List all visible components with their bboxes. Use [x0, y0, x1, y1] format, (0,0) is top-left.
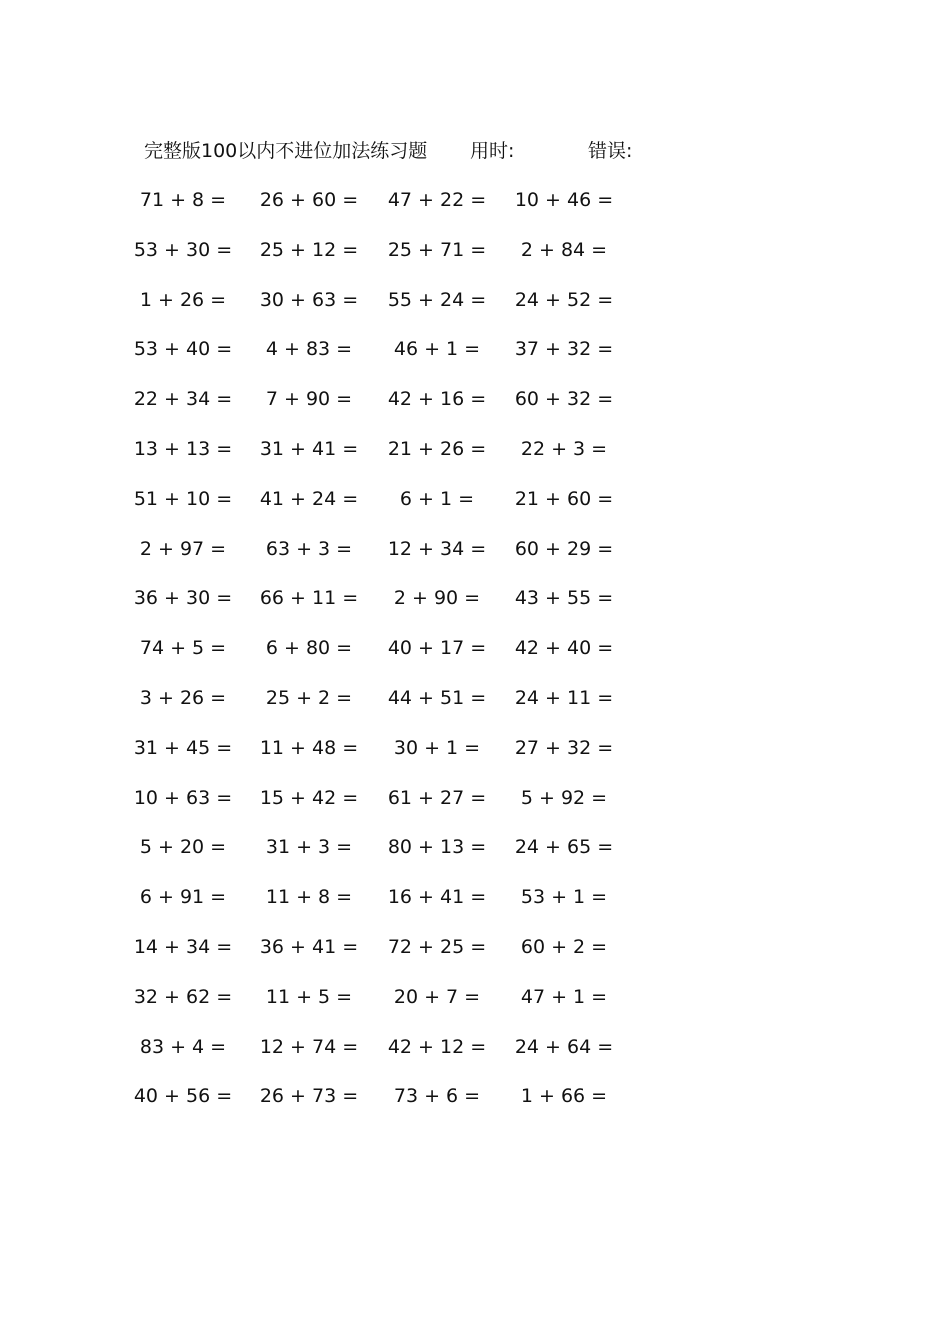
problem-item: 43 + 55 =	[514, 587, 614, 610]
problem-item: 15 + 42 =	[259, 786, 359, 809]
problem-item: 12 + 34 =	[387, 537, 487, 560]
problem-item: 63 + 3 =	[265, 537, 353, 560]
problem-item: 2 + 97 =	[139, 537, 227, 560]
problem-item: 31 + 41 =	[259, 437, 359, 460]
problem-row	[0, 485, 950, 535]
problem-item: 5 + 92 =	[520, 786, 608, 809]
problem-item: 46 + 1 =	[393, 338, 481, 361]
problem-item: 2 + 84 =	[520, 238, 608, 261]
problem-row	[0, 634, 950, 684]
problem-row	[0, 933, 950, 983]
problem-row	[0, 335, 950, 385]
problem-item: 22 + 34 =	[133, 388, 233, 411]
problem-item: 4 + 83 =	[265, 338, 353, 361]
problem-item: 71 + 8 =	[139, 189, 227, 211]
error-label: 错误:	[588, 140, 633, 162]
problem-row	[0, 1033, 950, 1083]
problem-item: 3 + 26 =	[139, 686, 227, 709]
problem-row	[0, 784, 950, 834]
problem-item: 24 + 65 =	[514, 836, 614, 859]
problem-item: 61 + 27 =	[387, 786, 487, 809]
problem-item: 16 + 41 =	[387, 886, 487, 909]
problem-item: 22 + 3 =	[520, 437, 608, 460]
problem-item: 37 + 32 =	[514, 338, 614, 361]
problem-item: 25 + 2 =	[265, 686, 353, 709]
problem-row	[0, 286, 950, 336]
problem-item: 36 + 30 =	[133, 587, 233, 610]
problem-item: 47 + 1 =	[520, 985, 608, 1008]
problem-item: 26 + 60 =	[259, 189, 359, 211]
problem-item: 14 + 34 =	[133, 935, 233, 958]
worksheet-title: 完整版100以内不进位加法练习题	[144, 140, 428, 162]
problem-row	[0, 435, 950, 485]
problem-item: 55 + 24 =	[387, 288, 487, 311]
problem-item: 6 + 80 =	[265, 637, 353, 660]
problem-item: 42 + 40 =	[514, 637, 614, 660]
problem-item: 27 + 32 =	[514, 736, 614, 759]
worksheet-header	[144, 136, 704, 166]
problem-item: 13 + 13 =	[133, 437, 233, 460]
problem-item: 6 + 1 =	[399, 487, 475, 510]
problem-row	[0, 385, 950, 435]
problem-item: 60 + 2 =	[520, 935, 608, 958]
problem-item: 66 + 11 =	[259, 587, 359, 610]
problem-row	[0, 883, 950, 933]
problem-item: 31 + 3 =	[265, 836, 353, 859]
problem-item: 24 + 52 =	[514, 288, 614, 311]
problem-item: 40 + 17 =	[387, 637, 487, 660]
problem-item: 20 + 7 =	[393, 985, 481, 1008]
problem-item: 53 + 1 =	[520, 886, 608, 909]
problem-item: 32 + 62 =	[133, 985, 233, 1008]
problem-item: 10 + 63 =	[133, 786, 233, 809]
problem-item: 5 + 20 =	[139, 836, 227, 859]
problem-row	[0, 1082, 950, 1132]
problem-row	[0, 684, 950, 734]
problem-item: 31 + 45 =	[133, 736, 233, 759]
problem-item: 11 + 5 =	[265, 985, 353, 1008]
problem-item: 10 + 46 =	[514, 189, 614, 211]
problem-item: 21 + 26 =	[387, 437, 487, 460]
problem-item: 60 + 29 =	[514, 537, 614, 560]
problem-item: 11 + 48 =	[259, 736, 359, 759]
problem-item: 44 + 51 =	[387, 686, 487, 709]
problem-item: 24 + 11 =	[514, 686, 614, 709]
problem-item: 25 + 71 =	[387, 238, 487, 261]
problem-item: 24 + 64 =	[514, 1035, 614, 1058]
problem-item: 1 + 26 =	[139, 288, 227, 311]
problem-item: 53 + 40 =	[133, 338, 233, 361]
problem-row	[0, 584, 950, 634]
problem-item: 53 + 30 =	[133, 238, 233, 261]
problem-item: 30 + 63 =	[259, 288, 359, 311]
problem-row	[0, 983, 950, 1033]
problem-item: 42 + 16 =	[387, 388, 487, 411]
problem-item: 42 + 12 =	[387, 1035, 487, 1058]
time-label: 用时:	[470, 140, 515, 162]
problem-item: 40 + 56 =	[133, 1085, 233, 1108]
problem-item: 25 + 12 =	[259, 238, 359, 261]
problem-item: 72 + 25 =	[387, 935, 487, 958]
problem-row	[0, 535, 950, 585]
problem-item: 41 + 24 =	[259, 487, 359, 510]
problem-item: 12 + 74 =	[259, 1035, 359, 1058]
problem-item: 36 + 41 =	[259, 935, 359, 958]
problem-row	[0, 833, 950, 883]
problem-item: 51 + 10 =	[133, 487, 233, 510]
problem-item: 80 + 13 =	[387, 836, 487, 859]
problem-item: 2 + 90 =	[393, 587, 481, 610]
problem-item: 21 + 60 =	[514, 487, 614, 510]
problem-item: 47 + 22 =	[387, 189, 487, 211]
problem-item: 26 + 73 =	[259, 1085, 359, 1108]
problem-item: 1 + 66 =	[520, 1085, 608, 1108]
problem-row	[0, 186, 950, 236]
problem-item: 74 + 5 =	[139, 637, 227, 660]
problem-item: 73 + 6 =	[393, 1085, 481, 1108]
problem-item: 30 + 1 =	[393, 736, 481, 759]
problem-item: 83 + 4 =	[139, 1035, 227, 1058]
problem-item: 60 + 32 =	[514, 388, 614, 411]
problem-grid	[0, 186, 950, 1132]
problem-row	[0, 734, 950, 784]
problem-item: 6 + 91 =	[139, 886, 227, 909]
problem-item: 7 + 90 =	[265, 388, 353, 411]
problem-item: 11 + 8 =	[265, 886, 353, 909]
problem-row	[0, 236, 950, 286]
